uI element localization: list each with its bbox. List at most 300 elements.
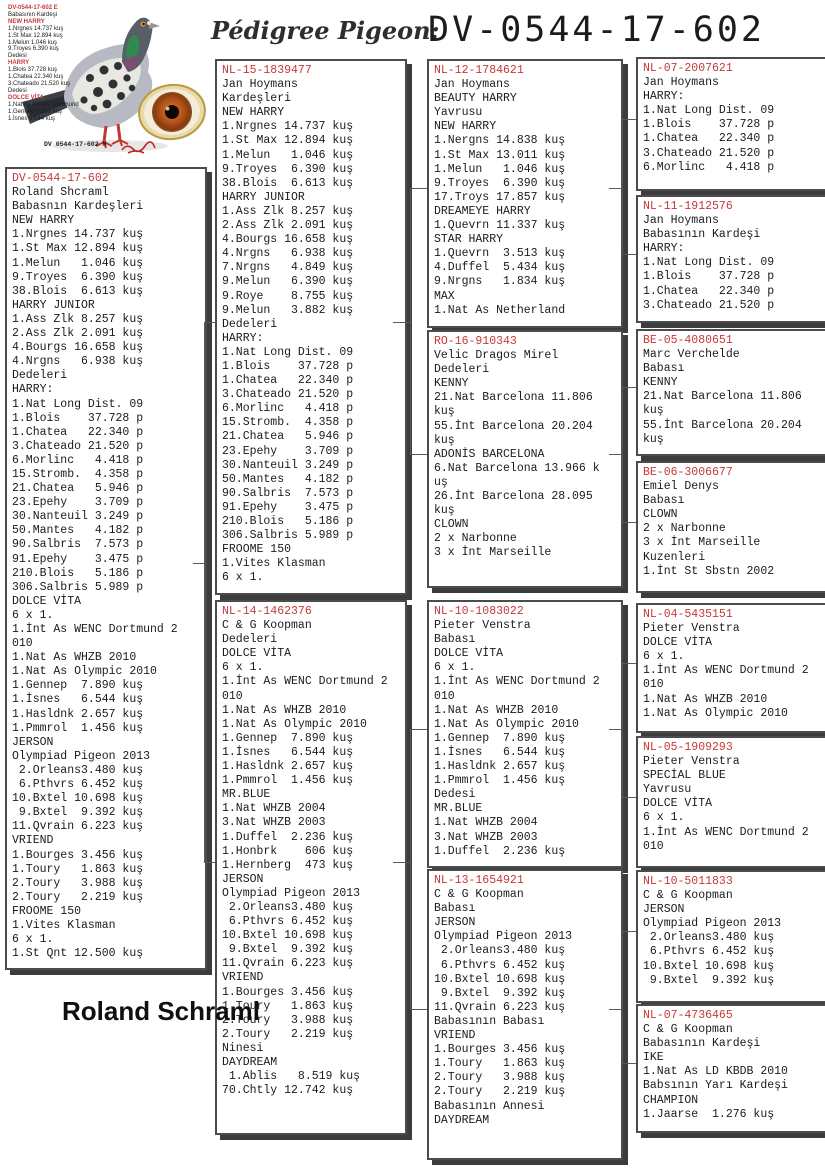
pedigree-box-grandparent-4 <box>427 869 623 1160</box>
pedigree-line: DOLCE VİTA <box>643 636 713 650</box>
pedigree-line: 9.Roye 8.755 kuş <box>222 289 354 303</box>
pigeon-photo-block <box>0 0 212 162</box>
pedigree-line: 010 <box>643 839 664 853</box>
pedigree-line: 1.Bourges 3.456 kuş <box>222 985 354 999</box>
pedigree-line: 2.Ass Zlk 2.091 kuş <box>222 219 354 233</box>
pedigree-line: 1.Nat As Olympic 2010 <box>643 706 788 720</box>
pedigree-line: 3.Chateado 21.520 p <box>222 388 354 402</box>
pedigree-line: 9.Melun 3.882 kuş <box>222 303 354 317</box>
pedigree-line: Kuzenleri <box>643 550 706 564</box>
pedigree-line: Marc Verchelde <box>643 348 740 362</box>
pedigree-line: Pieter Venstra <box>434 619 531 633</box>
pedigree-line: MR.BLUE <box>222 788 271 802</box>
pedigree-line: IKE <box>643 1051 664 1065</box>
pedigree-line: KENNY <box>643 376 678 390</box>
pedigree-line: Jan Hoymans <box>643 214 719 228</box>
pedigree-box-grandparent-3 <box>427 600 623 868</box>
connector-line <box>609 729 622 730</box>
connector-line <box>410 188 427 189</box>
pedigree-line: 11.Qvrain 6.223 kuş <box>434 1000 566 1014</box>
pigeon-eye-image <box>136 82 208 142</box>
pedigree-line: 2.Ass Zlk 2.091 kuş <box>12 327 144 341</box>
pedigree-line: 1.Pmmrol 1.456 kuş <box>434 774 566 788</box>
pedigree-line: 2.Orleans3.480 kuş <box>434 944 566 958</box>
pedigree-line: 1.Nat As Netherland <box>434 303 566 317</box>
pedigree-line: CLOWN <box>434 518 469 532</box>
pedigree-line: 1.İnt As WENC Dortmund 2 <box>12 623 178 636</box>
pedigree-line: SPECİAL BLUE <box>643 769 726 783</box>
pedigree-line: 11.Qvrain 6.223 kuş <box>12 820 144 834</box>
pedigree-line: Babasnın Kardeşleri <box>12 200 144 214</box>
pedigree-line: 306.Salbris 5.989 p <box>222 529 354 543</box>
pedigree-line: 3 x İnt Marseille <box>434 546 552 560</box>
pedigree-line: Velic Dragos Mirel <box>434 349 559 363</box>
pedigree-line: 1.İsnes 6.544 kuş <box>434 745 566 759</box>
photo-overlay-line: Dedesi <box>8 53 27 60</box>
pedigree-line: 21.Chatea 5.946 p <box>222 430 354 444</box>
pedigree-box-greatgrandparent-5 <box>636 603 825 733</box>
pedigree-line: kuş <box>434 433 455 447</box>
pedigree-line: JERSON <box>434 916 476 930</box>
pedigree-line: 1.İnt As WENC Dortmund 2 <box>643 664 809 678</box>
pedigree-line: Yavrusu <box>434 106 483 120</box>
pedigree-line: Olympiad Pigeon 2013 <box>434 930 573 944</box>
pedigree-line: 55.İnt Barcelona 20.204 <box>434 419 593 433</box>
pedigree-box-greatgrandparent-3 <box>636 329 825 456</box>
connector-line <box>622 387 636 388</box>
pedigree-line: kuş <box>434 405 455 419</box>
pedigree-line: 2.Orleans3.480 kuş <box>643 931 775 945</box>
photo-overlay-line: 9.Troyes 6.390 kuş <box>8 46 59 53</box>
ring-number: NL-14-1462376 <box>222 605 312 618</box>
pedigree-line: 10.Bxtel 10.698 kuş <box>12 792 144 806</box>
pedigree-line: NEW HARRY <box>12 214 75 228</box>
pedigree-line: Olympiad Pigeon 2013 <box>222 886 361 900</box>
pedigree-line: 91.Epehy 3.475 p <box>12 552 144 566</box>
pedigree-line: 1.Toury 1.863 kuş <box>12 862 144 876</box>
pedigree-line: 90.Salbris 7.573 p <box>12 538 144 552</box>
pedigree-line: HARRY: <box>222 331 264 345</box>
pedigree-line: 9.Bxtel 9.392 kuş <box>434 986 566 1000</box>
pedigree-line: 2.Orleans3.480 kuş <box>222 900 354 914</box>
pedigree-line: 1.Nat As Olympic 2010 <box>434 717 579 731</box>
pedigree-line: 1.St Max 12.894 kuş <box>222 134 354 148</box>
photo-overlay-line: DV-0544-17-602 E <box>8 5 58 11</box>
ring-number: NL-04-5435151 <box>643 608 733 621</box>
pedigree-box-greatgrandparent-8 <box>636 1004 825 1133</box>
ring-number: DV-0544-17-602 <box>12 172 109 185</box>
photo-overlay-line: Dedesi <box>8 87 27 94</box>
pedigree-line: 6 x 1. <box>434 661 476 675</box>
pedigree-line: 1.Duffel 2.236 kuş <box>222 830 354 844</box>
pedigree-line: DAYDREAM <box>222 1056 278 1069</box>
pedigree-line: 1.İsnes 6.544 kuş <box>12 693 144 707</box>
pedigree-line: Babası <box>434 633 476 647</box>
photo-overlay-line: 3.Chateado 21.520 kuş <box>8 80 71 87</box>
pedigree-line: 1.Nat As Olympic 2010 <box>222 717 367 731</box>
pedigree-line: 4.Bourgs 16.658 kuş <box>222 233 354 247</box>
ring-number: NL-07-2007621 <box>643 62 733 75</box>
connector-line <box>622 931 636 932</box>
connector-line <box>609 454 622 455</box>
pedigree-line: C & G Koopman <box>643 889 733 903</box>
pedigree-line: 1.Bourges 3.456 kuş <box>434 1043 566 1057</box>
pedigree-line: 1.St Qnt 12.500 kuş <box>12 947 144 961</box>
pedigree-line: HARRY: <box>643 90 685 104</box>
ring-number: RO-16-910343 <box>434 335 517 348</box>
pedigree-line: Jan Hoymans <box>643 76 719 90</box>
owner-signature: Roland Schraml <box>62 996 260 1026</box>
pedigree-line: 1.Blois 37.728 p <box>643 270 775 284</box>
pedigree-line: CHAMPION <box>643 1093 699 1107</box>
pedigree-line: 2.Toury 2.219 kuş <box>222 1027 354 1041</box>
ring-number: NL-13-1654921 <box>434 874 524 887</box>
ring-number: NL-10-1083022 <box>434 605 524 618</box>
pedigree-line: STAR HARRY <box>434 233 504 247</box>
pedigree-line: 6 x 1. <box>222 571 264 585</box>
pedigree-line: 010 <box>434 689 455 703</box>
ring-number: NL-10-5011833 <box>643 875 733 888</box>
pedigree-line: 1.Ass Zlk 8.257 kuş <box>222 204 354 218</box>
connector-line <box>609 188 622 189</box>
pedigree-line: 4.Nrgns 6.938 kuş <box>12 355 144 369</box>
pedigree-line: Emiel Denys <box>643 480 719 494</box>
pedigree-line: 9.Troyes 6.390 kuş <box>434 176 566 190</box>
pedigree-line: 2.Orleans3.480 kuş <box>12 763 144 777</box>
pedigree-line: 1.Melun 1.046 kuş <box>434 162 566 176</box>
photo-overlay-line: 1.Nrgnes 14.737 kuş <box>8 25 64 32</box>
pedigree-line: Jan Hoymans <box>434 78 510 92</box>
pedigree-line: Babasının Babası <box>434 1014 545 1028</box>
photo-overlay-line: 1.Chatea 22.340 kuş <box>8 74 64 81</box>
pedigree-line: Yavrusu <box>643 783 692 797</box>
pedigree-box-dam <box>215 600 407 1135</box>
pedigree-line: 1.Pmmrol 1.456 kuş <box>222 774 354 788</box>
pedigree-line: kuş <box>643 404 664 418</box>
pedigree-line: 70.Chtly 12.742 kuş <box>222 1084 354 1098</box>
pedigree-line: CLOWN <box>643 508 678 522</box>
pedigree-box-subject <box>5 167 207 970</box>
pedigree-line: JERSON <box>12 735 54 749</box>
pedigree-line: HARRY JUNIOR <box>222 190 305 204</box>
pedigree-line: 30.Nanteuil 3.249 p <box>12 510 144 524</box>
pedigree-line: FROOME 150 <box>222 543 292 557</box>
pedigree-line: DOLCE VİTA <box>434 647 504 661</box>
connector-line <box>622 254 636 255</box>
pedigree-line: 1.Gennep 7.890 kuş <box>434 731 566 745</box>
pedigree-line: 4.Bourgs 16.658 kuş <box>12 341 144 355</box>
pedigree-line: 3.Chateado 21.520 p <box>643 298 775 312</box>
pedigree-line: 1.Jaarse 1.276 kuş <box>643 1107 775 1121</box>
pedigree-line: 21.Chatea 5.946 p <box>12 482 144 496</box>
pedigree-line: 1.Nergns 14.838 kuş <box>434 134 566 148</box>
pedigree-box-greatgrandparent-7 <box>636 870 825 1003</box>
ring-number: BE-05-4080651 <box>643 334 733 347</box>
photo-caption: DV 0544-17-602 M <box>44 141 107 148</box>
connector-line <box>204 322 205 863</box>
ring-number: NL-11-1912576 <box>643 200 733 213</box>
pedigree-line: VRIEND <box>12 834 54 848</box>
connector-line <box>410 188 411 455</box>
pedigree-line: 1.Duffel 2.236 kuş <box>434 844 566 858</box>
pedigree-line: HARRY: <box>12 383 54 397</box>
pedigree-line: 1.St Max 13.011 kuş <box>434 148 566 162</box>
pedigree-line: 1.İnt As WENC Dortmund 2 <box>434 675 600 689</box>
pedigree-line: 6.Morlinc 4.418 p <box>643 160 775 174</box>
photo-overlay-line: 1.Gennep 7.890 kuş <box>8 108 63 115</box>
pedigree-line: Olympiad Pigeon 2013 <box>643 917 782 931</box>
pedigree-line: 3.Nat WHZB 2003 <box>222 816 326 830</box>
pedigree-line: 1.Chatea 22.340 p <box>643 132 775 146</box>
pedigree-line: 010 <box>643 678 664 692</box>
connector-line <box>622 663 623 798</box>
pedigree-line: 26.İnt Barcelona 28.095 <box>434 490 593 504</box>
pedigree-line: 1.Gennep 7.890 kuş <box>12 679 144 693</box>
pedigree-line: 010 <box>12 637 33 651</box>
pedigree-line: 1.İnt As WENC Dortmund 2 <box>643 825 809 839</box>
pedigree-line: Babasının Kardeşi <box>643 1037 761 1051</box>
pedigree-line: ADONİS BARCELONA <box>434 447 545 461</box>
pedigree-line: kuş <box>434 504 455 518</box>
pedigree-line: 1.Toury 1.863 kuş <box>222 999 354 1013</box>
pedigree-line: Babası <box>434 902 476 916</box>
pedigree-line: KENNY <box>434 377 469 391</box>
pedigree-line: Kardeşleri <box>222 92 292 106</box>
pedigree-line: 1.Nrgnes 14.737 kuş <box>12 228 144 242</box>
pedigree-line: 1.Nat As LD KBDB 2010 <box>643 1065 788 1079</box>
pedigree-line: 91.Epehy 3.475 p <box>222 500 354 514</box>
pedigree-line: 1.Nat As WHZB 2010 <box>12 651 137 665</box>
pedigree-box-greatgrandparent-4 <box>636 461 825 593</box>
pedigree-line: 1.Nat As WHZB 2010 <box>643 692 768 706</box>
pedigree-line: Roland Shcraml <box>12 186 109 200</box>
ring-number: NL-15-1839477 <box>222 64 312 77</box>
pedigree-line: FROOME 150 <box>12 904 82 918</box>
pedigree-line: 2.Toury 3.988 kuş <box>222 1013 354 1027</box>
pedigree-line: 4.Nrgns 6.938 kuş <box>222 247 354 261</box>
pedigree-line: Ninesi <box>222 1041 264 1055</box>
pedigree-line: 11.Qvrain 6.223 kuş <box>222 957 354 971</box>
pedigree-line: DOLCE VİTA <box>222 647 292 661</box>
connector-line <box>410 454 427 455</box>
connector-line <box>622 119 636 120</box>
pedigree-line: 2.Toury 2.219 kuş <box>12 890 144 904</box>
connector-line <box>410 729 427 730</box>
connector-line <box>609 1009 622 1010</box>
pedigree-line: Pieter Venstra <box>643 622 740 636</box>
pedigree-line: 1.Blois 37.728 p <box>12 411 144 425</box>
pedigree-line: 21.Nat Barcelona 11.806 <box>643 390 802 404</box>
pedigree-line: 17.Troys 17.857 kuş <box>434 190 566 204</box>
pedigree-line: 1.St Max 12.894 kuş <box>12 242 144 256</box>
pedigree-line: 6 x 1. <box>643 650 685 664</box>
pedigree-line: Babası <box>643 362 685 376</box>
pedigree-line: 1.Quevrn 3.513 kuş <box>434 247 566 261</box>
photo-overlay <box>8 5 108 122</box>
pedigree-line: 1.Vites Klasman <box>12 918 116 932</box>
pedigree-line: 6.Pthvrs 6.452 kuş <box>222 915 354 929</box>
pedigree-line: 6 x 1. <box>222 661 264 675</box>
pedigree-line: 9.Nrgns 1.834 kuş <box>434 275 566 289</box>
pedigree-line: 15.Stromb. 4.358 p <box>222 416 354 430</box>
connector-line <box>622 522 636 523</box>
pedigree-line: 10.Bxtel 10.698 kuş <box>222 929 354 943</box>
pedigree-line: 1.Nat Long Dist. 09 <box>643 256 775 270</box>
pedigree-line: DAYDREAM <box>434 1113 490 1127</box>
pedigree-line: 10.Bxtel 10.698 kuş <box>643 959 775 973</box>
pedigree-line: 23.Epehy 3.709 p <box>222 444 354 458</box>
pedigree-box-grandparent-1 <box>427 59 623 328</box>
connector-line <box>622 119 623 255</box>
pedigree-line: 1.Gennep 7.890 kuş <box>222 731 354 745</box>
connector-line <box>204 862 215 863</box>
pedigree-line: C & G Koopman <box>434 888 524 902</box>
pedigree-line: Babsının Yarı Kardeşi <box>643 1079 788 1093</box>
pedigree-line: 9.Melun 6.390 kuş <box>222 275 354 289</box>
pedigree-line: 7.Nrgns 4.849 kuş <box>222 261 354 275</box>
pedigree-line: C & G Koopman <box>643 1023 733 1037</box>
pedigree-line: HARRY JUNIOR <box>12 298 95 312</box>
pedigree-line: 1.Nrgnes 14.737 kuş <box>222 120 354 134</box>
pedigree-line: 90.Salbris 7.573 p <box>222 486 354 500</box>
pedigree-line: 6 x 1. <box>12 608 54 622</box>
photo-overlay-line: Babasının Kardeşi <box>8 11 58 18</box>
pedigree-line: C & G Koopman <box>222 619 312 633</box>
photo-overlay-line: NEW HARRY <box>8 18 45 25</box>
pedigree-line: Pieter Venstra <box>643 755 740 769</box>
pedigree-line: 1.Nat As Olympic 2010 <box>12 665 157 679</box>
pedigree-box-greatgrandparent-6 <box>636 736 825 868</box>
pedigree-line: 1.İsnes 6.544 kuş <box>222 745 354 759</box>
connector-line <box>622 931 623 1064</box>
pedigree-line: 1.Ablis 8.519 kuş <box>222 1070 361 1084</box>
connector-line <box>410 1009 427 1010</box>
pedigree-line: DREAMEYE HARRY <box>434 204 531 218</box>
pedigree-line: 1.Nat Long Dist. 09 <box>12 397 144 411</box>
pedigree-line: 1.Nat WHZB 2004 <box>222 802 326 816</box>
pedigree-line: Olympiad Pigeon 2013 <box>12 749 151 763</box>
pedigree-line: VRIEND <box>222 971 264 985</box>
pedigree-line: 1.Hasldnk 2.657 kuş <box>434 760 566 774</box>
ring-number: NL-05-1909293 <box>643 741 733 754</box>
connector-line <box>193 563 204 564</box>
pedigree-line: 1.Honbrk 606 kuş <box>222 844 354 858</box>
pedigree-line: 2 x Narbonne <box>643 522 726 536</box>
pedigree-line: 3.Nat WHZB 2003 <box>434 830 538 844</box>
connector-line <box>622 663 636 664</box>
pedigree-line: 15.Stromb. 4.358 p <box>12 467 144 481</box>
pedigree-line: 21.Nat Barcelona 11.806 <box>434 391 593 405</box>
pedigree-line: DOLCE VİTA <box>12 594 82 608</box>
pedigree-line: 2 x Narbonne <box>434 532 517 546</box>
connector-line <box>622 797 636 798</box>
pedigree-box-greatgrandparent-1 <box>636 57 825 191</box>
pedigree-line: 1.Ass Zlk 8.257 kuş <box>12 312 144 326</box>
pedigree-line: 1.Blois 37.728 p <box>643 118 775 132</box>
pedigree-line: NEW HARRY <box>222 106 285 120</box>
pedigree-line: 010 <box>222 689 243 703</box>
ring-number: NL-12-1784621 <box>434 64 524 77</box>
pedigree-line: 210.Blois 5.186 p <box>12 566 144 580</box>
ring-number: NL-07-4736465 <box>643 1009 733 1022</box>
photo-overlay-line: DOLCE VİTA <box>8 94 44 101</box>
pedigree-line: JERSON <box>643 903 685 917</box>
pedigree-line: 1.Melun 1.046 kuş <box>222 148 354 162</box>
pedigree-line: 1.Vites Klasman <box>222 557 326 571</box>
pedigree-line: 2.Toury 3.988 kuş <box>12 876 144 890</box>
connector-line <box>622 387 623 523</box>
pedigree-line: Babasının Kardeşi <box>643 228 761 242</box>
header-ring-number: DV-0544-17-602 <box>428 10 766 50</box>
pedigree-line: Dedesi <box>434 788 476 802</box>
pedigree-line: VRIEND <box>434 1029 476 1043</box>
pedigree-line: 1.Nat As WHZB 2010 <box>434 703 559 717</box>
pedigree-line: kuş <box>643 432 664 446</box>
pedigree-line: 1.Hasldnk 2.657 kuş <box>12 707 144 721</box>
pedigree-line: 2.Toury 3.988 kuş <box>434 1071 566 1085</box>
pedigree-line: 10.Bxtel 10.698 kuş <box>434 972 566 986</box>
pedigree-line: 38.Blois 6.613 kuş <box>12 284 144 298</box>
pedigree-line: 1.Bourges 3.456 kuş <box>12 848 144 862</box>
photo-overlay-line: 1.Blois 37.728 kuş <box>8 67 58 74</box>
pedigree-line: 9.Troyes 6.390 kuş <box>222 162 354 176</box>
photo-overlay-line: 1.Melun 1.046 kuş <box>8 39 58 46</box>
pedigree-line: 1.Nat As WHZB 2010 <box>222 703 347 717</box>
connector-line <box>410 729 411 1010</box>
pedigree-line: Dedeleri <box>222 317 278 331</box>
pedigree-line: 1.Chatea 22.340 p <box>222 374 354 388</box>
connector-line <box>393 322 410 323</box>
pedigree-line: 1.Blois 37.728 p <box>222 359 354 373</box>
pedigree-line: uş <box>434 475 448 489</box>
pedigree-line: 6.Morlinc 4.418 p <box>222 402 354 416</box>
pedigree-line: 6.Pthvrs 6.452 kuş <box>12 778 144 792</box>
ring-number: BE-06-3006677 <box>643 466 733 479</box>
pedigree-line: 6.Pthvrs 6.452 kuş <box>643 945 775 959</box>
pedigree-line: Dedeleri <box>222 633 278 647</box>
pedigree-line: Babası <box>643 494 685 508</box>
pedigree-line: 1.Nat Long Dist. 09 <box>643 104 775 118</box>
pedigree-line: 50.Mantes 4.182 p <box>222 472 354 486</box>
pedigree-line: 1.Toury 1.863 kuş <box>434 1057 566 1071</box>
pedigree-line: 55.İnt Barcelona 20.204 <box>643 418 802 432</box>
photo-overlay-line: 1.St Max 12.894 kuş <box>8 32 63 39</box>
pedigree-line: 23.Epehy 3.709 p <box>12 496 144 510</box>
pedigree-line: 9.Bxtel 9.392 kuş <box>643 973 775 987</box>
pedigree-line: 1.Pmmrol 1.456 kuş <box>12 721 144 735</box>
pedigree-line: NEW HARRY <box>434 120 497 134</box>
pedigree-line: HARRY: <box>643 242 685 256</box>
pedigree-line: 6 x 1. <box>12 933 54 947</box>
pedigree-box-grandparent-2 <box>427 330 623 588</box>
pedigree-line: 210.Blois 5.186 p <box>222 515 354 528</box>
pedigree-line: 6.Morlinc 4.418 p <box>12 453 144 467</box>
pedigree-line: 306.Salbris 5.989 p <box>12 580 144 594</box>
pedigree-line: DOLCE VİTA <box>643 797 713 811</box>
pedigree-line: 1.Chatea 22.340 p <box>12 425 144 439</box>
photo-overlay-line: 1.Nat As WENC Dortmund <box>8 101 79 108</box>
photo-overlay-line: 1.İsnes 6.544 kuş <box>8 115 56 122</box>
pedigree-line: 9.Bxtel 9.392 kuş <box>12 806 144 820</box>
pedigree-line: 9.Troyes 6.390 kuş <box>12 270 144 284</box>
pedigree-line: 1.İnt As WENC Dortmund 2 <box>222 675 388 689</box>
pedigree-line: MR.BLUE <box>434 802 483 816</box>
pedigree-line: 1.Chatea 22.340 p <box>643 284 775 298</box>
pedigree-line: 1.Hernberg 473 kuş <box>222 858 354 872</box>
pedigree-line: 50.Mantes 4.182 p <box>12 524 144 538</box>
pedigree-line: 3.Chateado 21.520 p <box>12 439 144 453</box>
connector-line <box>204 322 215 323</box>
